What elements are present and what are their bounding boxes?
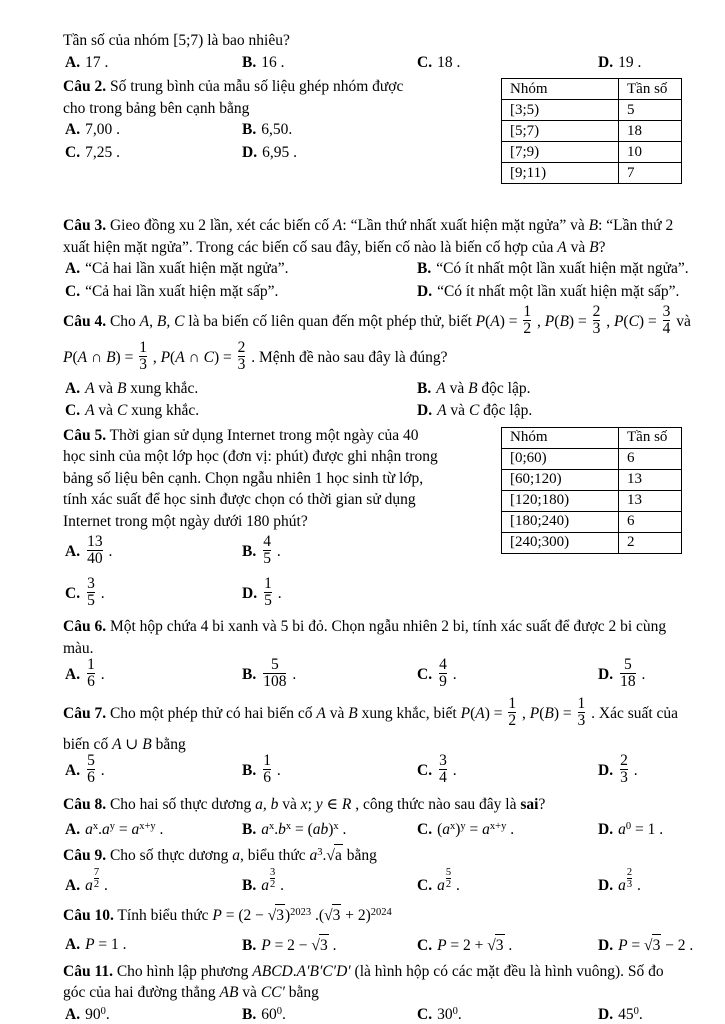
fraction: $\frac{4}{9}$ bbox=[439, 656, 447, 691]
answer-option bbox=[596, 52, 641, 74]
answer-option bbox=[63, 819, 240, 841]
options-group bbox=[63, 866, 711, 898]
answer-option bbox=[240, 866, 415, 898]
square-root: √3 bbox=[311, 934, 328, 957]
option-text: 19 . bbox=[618, 53, 642, 71]
option-label: C. bbox=[65, 402, 81, 420]
option-label: D. bbox=[598, 53, 614, 71]
option-label: C. bbox=[65, 585, 81, 603]
option-label: C. bbox=[417, 876, 433, 894]
question-text: Câu 2. Số trung bình của mẫu số liệu ghép nhóm được bbox=[63, 78, 404, 95]
question-block bbox=[63, 794, 711, 840]
options-row bbox=[63, 378, 711, 400]
option-label: C. bbox=[417, 53, 433, 71]
fraction: $\frac{1}{2}$ bbox=[508, 695, 517, 729]
fraction: $\frac{2}{3}$ bbox=[620, 752, 628, 787]
options-row bbox=[63, 533, 489, 569]
fraction: $\frac{4}{5}$ bbox=[263, 533, 271, 568]
fraction: $\frac{5}{6}$ bbox=[87, 752, 95, 787]
option-text: $\frac{3}{5}$ . bbox=[87, 575, 105, 610]
question-text: Tần số của nhóm [5;7) là bao nhiêu? bbox=[63, 32, 290, 49]
answer-option bbox=[415, 378, 531, 400]
option-label: A. bbox=[65, 936, 81, 954]
question-text: cho trong bảng bên cạnh bằng bbox=[63, 99, 250, 117]
table-header-cell: Tần số bbox=[619, 427, 682, 448]
options-row bbox=[63, 819, 711, 841]
answer-option bbox=[240, 819, 415, 841]
question-block bbox=[63, 30, 711, 73]
options-row bbox=[63, 119, 489, 141]
option-text: $a^x.b^x = (ab)^x$ . bbox=[261, 820, 347, 838]
option-label: D. bbox=[242, 585, 258, 603]
answer-option bbox=[596, 819, 663, 841]
option-text: P = 2 − √3 . bbox=[261, 937, 336, 954]
table-cell: [5;7) bbox=[502, 121, 619, 142]
question-text: góc của hai đường thẳng AB và CC′ bằng bbox=[63, 984, 319, 1002]
fraction: $\frac{1}{6}$ bbox=[87, 656, 95, 691]
question-text: bảng số liệu bên cạnh. Chọn ngẫu nhiên 1 học sinh từ lớp, bbox=[63, 469, 424, 487]
option-text: $30^0$. bbox=[437, 1005, 462, 1023]
option-label: D. bbox=[598, 762, 614, 780]
answer-option bbox=[240, 656, 415, 692]
options-group bbox=[63, 934, 711, 957]
option-label: C. bbox=[417, 762, 433, 780]
answer-option bbox=[415, 52, 596, 74]
answer-option bbox=[415, 656, 596, 692]
option-label: A. bbox=[65, 543, 81, 561]
fraction: $\frac{3}{4}$ bbox=[662, 303, 671, 337]
option-text: $\frac{13}{40}$ . bbox=[87, 533, 113, 568]
answer-option bbox=[63, 752, 240, 788]
table-cell: [0;60) bbox=[502, 448, 619, 469]
question-block bbox=[63, 616, 711, 692]
option-text: a $\frac{2}{3}$ . bbox=[618, 866, 641, 894]
options-row bbox=[63, 52, 711, 74]
table-cell: 5 bbox=[619, 100, 682, 121]
option-label: B. bbox=[242, 876, 257, 894]
table-row bbox=[502, 490, 682, 511]
options-row bbox=[63, 258, 711, 280]
option-label: D. bbox=[242, 143, 258, 161]
table-cell: [180;240) bbox=[502, 511, 619, 532]
options-group bbox=[63, 52, 711, 74]
table-cell: [3;5) bbox=[502, 100, 619, 121]
option-text: a $\frac{5}{2}$ . bbox=[437, 866, 460, 894]
option-label: D. bbox=[598, 1005, 614, 1023]
fraction: $\frac{3}{5}$ bbox=[87, 575, 95, 610]
answer-option bbox=[596, 934, 693, 957]
option-text: “Cả hai lần xuất hiện mặt ngửa”. bbox=[85, 260, 289, 277]
answer-option bbox=[63, 1004, 240, 1024]
option-label: B. bbox=[242, 53, 257, 71]
option-label: D. bbox=[417, 402, 433, 420]
answer-option bbox=[415, 1004, 596, 1024]
option-text: 6,50. bbox=[261, 121, 293, 138]
option-text: 6,95 . bbox=[262, 143, 297, 161]
answer-option bbox=[240, 52, 415, 74]
answer-option bbox=[63, 866, 240, 898]
fraction: $\frac{13}{40}$ bbox=[87, 533, 103, 568]
fraction: $\frac{2}{3}$ bbox=[592, 303, 601, 337]
question-block bbox=[63, 303, 711, 422]
table-row bbox=[502, 532, 682, 553]
option-text: $60^0$. bbox=[261, 1005, 286, 1023]
table-header-cell: Tần số bbox=[619, 79, 682, 100]
option-label: C. bbox=[417, 1005, 433, 1023]
answer-option bbox=[240, 533, 281, 569]
options-row bbox=[63, 752, 711, 788]
option-label: A. bbox=[65, 379, 81, 397]
option-label: D. bbox=[598, 820, 614, 838]
options-row bbox=[63, 142, 489, 164]
option-text: $(a^x)^y = a^{x+y}$ . bbox=[437, 820, 515, 838]
option-text: $\frac{5}{18}$ . bbox=[620, 656, 646, 691]
options-row bbox=[63, 575, 711, 611]
square-root: √3 bbox=[487, 934, 504, 957]
table-cell: 6 bbox=[619, 511, 682, 532]
option-label: D. bbox=[598, 876, 614, 894]
question-text: Internet trong một ngày dưới 180 phút? bbox=[63, 512, 308, 530]
option-label: C. bbox=[65, 282, 81, 300]
options-group bbox=[63, 752, 711, 788]
table-cell: [9;11) bbox=[502, 163, 619, 184]
table-cell: 18 bbox=[619, 121, 682, 142]
options-row bbox=[63, 934, 711, 957]
fraction: $\frac{1}{5}$ bbox=[264, 575, 272, 610]
answer-option bbox=[596, 752, 638, 788]
question-text: Câu 4. Cho A, B, C là ba biến cố liên quan đến một phép thử, biết P(A) = $\frac{1}{2}$ , P(B) = $\frac{2}{3}$ , P(C) = $\frac{3}{4}$ và bbox=[63, 303, 691, 337]
option-text: “Cả hai lần xuất hiện mặt sấp”. bbox=[85, 282, 279, 300]
fraction: $\frac{3}{2}$ bbox=[269, 866, 276, 890]
answer-option bbox=[596, 866, 641, 898]
option-label: A. bbox=[65, 820, 81, 838]
answer-option bbox=[415, 934, 596, 957]
answer-option bbox=[63, 378, 415, 400]
option-text: $\frac{5}{6}$ . bbox=[87, 752, 105, 787]
option-text: $90^0$. bbox=[85, 1005, 110, 1023]
question-text: Câu 9. Cho số thực dương a, biểu thức $a^3.√a$ bằng bbox=[63, 844, 711, 867]
fraction: $\frac{2}{3}$ bbox=[237, 338, 246, 373]
table-row bbox=[502, 448, 682, 469]
table-cell: [60;120) bbox=[502, 469, 619, 490]
option-label: B. bbox=[242, 820, 257, 838]
option-label: A. bbox=[65, 1005, 81, 1023]
option-text: $a^0 = 1$ . bbox=[618, 820, 664, 838]
answer-option bbox=[415, 281, 679, 303]
option-label: B. bbox=[242, 762, 257, 780]
fraction: $\frac{5}{18}$ bbox=[620, 656, 636, 691]
question-text: Câu 6. Một hộp chứa 4 bi xanh và 5 bi đỏ. Chọn ngẫu nhiên 2 bi, tính xác suất để được 2 bi cùng bbox=[63, 618, 667, 636]
question-text: Câu 11. Cho hình lập phương ABCD.A′B′C′D′ (là hình hộp có các mặt đều là hình vuông). Số đo bbox=[63, 962, 664, 980]
frequency-table bbox=[501, 427, 682, 554]
answer-option bbox=[596, 656, 646, 692]
fraction: $\frac{1}{2}$ bbox=[523, 303, 532, 337]
option-text: 7,25 . bbox=[85, 143, 120, 161]
question-block bbox=[63, 192, 711, 302]
answer-option bbox=[596, 1004, 643, 1024]
option-label: A. bbox=[65, 260, 81, 277]
option-label: C. bbox=[417, 937, 433, 955]
square-root: √3 bbox=[324, 904, 341, 927]
option-label: A. bbox=[65, 121, 81, 138]
answer-option bbox=[63, 258, 415, 280]
fraction: $\frac{5}{2}$ bbox=[445, 866, 452, 890]
answer-option bbox=[415, 258, 689, 280]
question-text: Câu 8. Cho hai số thực dương a, b và x; y ∈ R , công thức nào sau đây là sai? bbox=[63, 796, 546, 814]
square-root: √3 bbox=[268, 904, 285, 927]
question-block bbox=[63, 76, 711, 181]
option-text: $45^0$. bbox=[618, 1005, 643, 1023]
answer-option bbox=[63, 575, 240, 611]
option-label: D. bbox=[598, 666, 614, 684]
option-text: $a^x.a^y = a^{x+y}$ . bbox=[85, 820, 164, 838]
option-text: “Có ít nhất một lần xuất hiện mặt sấp”. bbox=[437, 282, 680, 300]
answer-option bbox=[63, 656, 240, 692]
answer-option bbox=[415, 752, 596, 788]
fraction: $\frac{1}{6}$ bbox=[263, 752, 271, 787]
answer-option bbox=[240, 142, 297, 164]
answer-option bbox=[63, 281, 415, 303]
answer-option bbox=[240, 119, 292, 141]
answer-option bbox=[63, 142, 240, 164]
table-row bbox=[502, 511, 682, 532]
option-label: A. bbox=[65, 876, 81, 894]
answer-option bbox=[240, 934, 415, 957]
option-label: C. bbox=[417, 666, 433, 684]
fraction: $\frac{5}{108}$ bbox=[263, 656, 287, 691]
option-label: B. bbox=[242, 666, 257, 684]
question-text: P(A ∩ B) = $\frac{1}{3}$ , P(A ∩ C) = $\frac{2}{3}$ . Mệnh đề nào sau đây là đúng? bbox=[63, 338, 448, 373]
option-text: a $\frac{3}{2}$ . bbox=[261, 866, 284, 894]
answer-option bbox=[240, 752, 415, 788]
option-label: B. bbox=[417, 379, 432, 397]
table-cell: 10 bbox=[619, 142, 682, 163]
table-cell: [7;9) bbox=[502, 142, 619, 163]
table-cell: 13 bbox=[619, 469, 682, 490]
option-label: B. bbox=[242, 543, 257, 561]
option-text: $\frac{4}{9}$ . bbox=[439, 656, 457, 691]
option-text: a $\frac{7}{2}$ . bbox=[85, 866, 108, 894]
table-row bbox=[502, 142, 682, 163]
option-label: C. bbox=[65, 143, 81, 161]
option-text: $\frac{1}{6}$ . bbox=[87, 656, 105, 691]
fraction: $\frac{2}{3}$ bbox=[626, 866, 633, 890]
table-row bbox=[502, 100, 682, 121]
question-list bbox=[63, 30, 711, 1024]
options-group bbox=[63, 819, 711, 841]
fraction: $\frac{3}{4}$ bbox=[439, 752, 447, 787]
question-block bbox=[63, 961, 711, 1024]
option-text: A và B độc lập. bbox=[436, 379, 531, 397]
option-label: A. bbox=[65, 666, 81, 684]
fraction: $\frac{1}{3}$ bbox=[139, 338, 147, 373]
square-root: √3 bbox=[644, 934, 661, 957]
question-block bbox=[63, 904, 711, 957]
question-block bbox=[63, 425, 711, 611]
option-label: D. bbox=[598, 937, 614, 955]
question-text: xuất hiện mặt ngửa”. Trong các biến cố sau đây, biến cố nào là biến cố hợp của A và B? bbox=[63, 238, 606, 256]
fraction: $\frac{1}{3}$ bbox=[577, 695, 586, 729]
option-label: B. bbox=[242, 121, 257, 138]
table-cell: [120;180) bbox=[502, 490, 619, 511]
question-block bbox=[63, 695, 711, 788]
option-text: P = √3 − 2 . bbox=[618, 937, 693, 954]
option-text: “Có ít nhất một lần xuất hiện mặt ngửa”. bbox=[436, 260, 689, 277]
answer-option bbox=[415, 819, 596, 841]
answer-option bbox=[63, 400, 415, 422]
option-text: A và B xung khắc. bbox=[85, 379, 199, 397]
option-text: A và C độc lập. bbox=[437, 402, 533, 420]
question-text: học sinh của một lớp học (đơn vị: phút) được ghi nhận trong bbox=[63, 448, 438, 466]
answer-option bbox=[63, 934, 240, 956]
answer-option bbox=[240, 1004, 415, 1024]
options-row bbox=[63, 400, 711, 422]
options-row bbox=[63, 656, 711, 692]
option-label: C. bbox=[417, 820, 433, 838]
question-text: tính xác suất để học sinh được chọn có thời gian sử dụng bbox=[63, 491, 416, 509]
option-label: B. bbox=[242, 937, 257, 955]
option-label: B. bbox=[242, 1005, 257, 1023]
option-text: $\frac{4}{5}$ . bbox=[263, 533, 281, 568]
option-text: P = 2 + √3 . bbox=[437, 937, 512, 954]
answer-option bbox=[415, 866, 596, 898]
option-text: $\frac{1}{6}$ . bbox=[263, 752, 281, 787]
question-text: màu. bbox=[63, 639, 94, 657]
option-text: $\frac{5}{108}$ . bbox=[263, 656, 297, 691]
answer-option bbox=[415, 400, 532, 422]
options-group bbox=[63, 258, 711, 302]
question-text: biến cố A ∪ B bằng bbox=[63, 735, 186, 753]
options-group bbox=[63, 1004, 711, 1024]
answer-option bbox=[63, 52, 240, 74]
table-row bbox=[502, 121, 682, 142]
frequency-table bbox=[501, 78, 682, 184]
table-header-cell: Nhóm bbox=[502, 427, 619, 448]
option-label: A. bbox=[65, 53, 81, 71]
table-cell: 13 bbox=[619, 490, 682, 511]
option-text: 7,00 . bbox=[85, 121, 120, 138]
option-text: 16 . bbox=[261, 53, 285, 71]
option-label: D. bbox=[417, 282, 433, 300]
question-text: Câu 3. Gieo đồng xu 2 lần, xét các biến cố A: “Lần thứ nhất xuất hiện mặt ngửa” và B: “Lần thứ 2 bbox=[63, 217, 674, 234]
option-label: B. bbox=[417, 260, 432, 277]
question-text: Câu 7. Cho một phép thử có hai biến cố A và B xung khắc, biết P(A) = $\frac{1}{2}$ , P(B) = $\frac{1}{3}$ . Xác suất của bbox=[63, 695, 679, 729]
option-text: P = 1 . bbox=[85, 936, 127, 954]
answer-option bbox=[240, 575, 282, 611]
table-row bbox=[502, 469, 682, 490]
option-text: A và C xung khắc. bbox=[85, 402, 200, 420]
table-header-cell: Nhóm bbox=[502, 79, 619, 100]
options-row bbox=[63, 1004, 711, 1024]
answer-option bbox=[63, 533, 240, 569]
options-group bbox=[63, 656, 711, 692]
table-row bbox=[502, 163, 682, 184]
table-cell: [240;300) bbox=[502, 532, 619, 553]
fraction: $\frac{7}{2}$ bbox=[93, 866, 100, 890]
options-row bbox=[63, 281, 711, 303]
option-text: $\frac{3}{4}$ . bbox=[439, 752, 457, 787]
square-root: √a bbox=[326, 844, 342, 867]
option-text: 18 . bbox=[437, 53, 461, 71]
question-text: Câu 5. Thời gian sử dụng Internet trong một ngày của 40 bbox=[63, 426, 419, 444]
answer-option bbox=[63, 119, 240, 141]
options-row bbox=[63, 866, 711, 898]
option-text: $\frac{1}{5}$ . bbox=[264, 575, 282, 610]
table-cell: 2 bbox=[619, 532, 682, 553]
option-text: $\frac{2}{3}$ . bbox=[620, 752, 638, 787]
options-group bbox=[63, 378, 711, 422]
question-text: Câu 10. Tính biểu thức $P = (2 - √3)^{2023}$ $.(√3 + 2)^{2024}$ bbox=[63, 904, 711, 927]
table-cell: 6 bbox=[619, 448, 682, 469]
question-block bbox=[63, 844, 711, 898]
table-cell: 7 bbox=[619, 163, 682, 184]
option-label: A. bbox=[65, 762, 81, 780]
option-text: 17 . bbox=[85, 53, 109, 71]
